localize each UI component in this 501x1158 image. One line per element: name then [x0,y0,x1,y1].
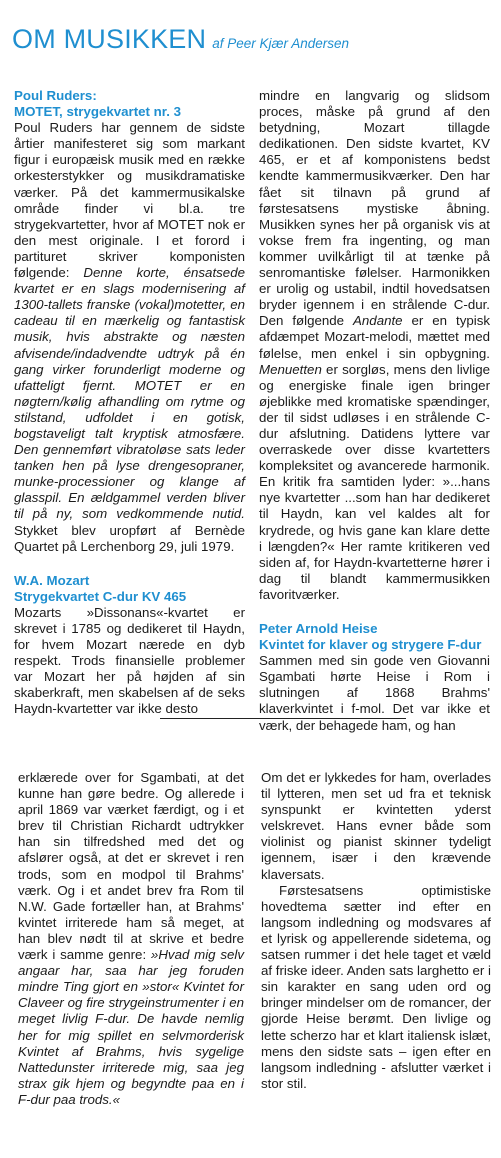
paragraph-heise-start: Sammen med sin gode ven Giovanni Sgambati hørte Heise i Rom i slutningen af 1868 Brahms' klaverkvintet i f-mol. Det var ikke et værk, der behagede ham, og han [259,653,490,733]
heading-mozart-composer: W.A. Mozart [14,572,90,588]
mozart-text-b: er en typisk afdæmpet Mozart-melodi, mættet med følelse, men enkel i sin opbygning. [259,313,491,361]
page-title [12,26,349,53]
heading-heise-composer: Peter Arnold Heise [259,621,378,636]
heading-heise-work: Kvintet for klaver og strygere F-dur [259,637,482,653]
mozart-text-c: er sorgløs, mens den livlige og energiske finale igen bringer øjeblikke med kromatiske spændinger, der til sidst udløses i en strålende C-dur afslutning. Datidens lyttere var overraskede over disse kvartetters kompleksitet og avancerede harmonik. En kritik fra samtiden lyder: »...hans nye kvartetter ...som han har dedikeret til Haydn, kan vel kaldes alt for krydrede, og hvis gane kan klare dette i længden?« Her ramte kritikeren ved siden af, for Haydn-kvartetterne hører i dag til blandt kammermusikken favoritværker. [259,361,490,602]
paragraph-heise-movements: Førstesatsens optimistiske hovedtema sætter ind efter en langsom indledning og modsvares af et lyrisk og appellerende sidetema, og satsen rummer i det hele taget et væld af friske ideer. Anden sats larghetto er i sin karakter en sang uden ord og bringer mindelser om de romancer, der gjorde Heise berømt. Den livlige og lette scherzo har et klart italiensk islæt, mens den sidste sats – igen efter en langsom indledning - afslutter værket i stor stil. [261,882,491,1091]
ruders-text-a: Poul Ruders har gennem de sidste årtier manifesteret sig som markant figur i europæisk musik med en række orkesterstykker og musikdramatiske værker. På det kammermusikalske område finder vi bl.a. tre strygekvartetter, hvor af MOTET nok er den mest originale. I et forord i partituret skriver komponisten følgende: [14,120,245,281]
column-3 [18,770,244,1108]
paragraph-mozart-cont [259,88,490,603]
paragraph-ruders [14,120,245,555]
ruders-quote: Denne korte, énsatsede kvartet er en slags modernisering af 1300-tallets franske (vokal)motetter, en cadeau til en mærkelig og fantastisk musik, hvis abstrakte og næsten afvisende/indadvendte udtryk på én gang virker forunderligt moderne og ufatteligt fjernt. MOTET er en nøgtern/kølig afhandling om rytme og stilstand, udfoldet i en gotisk, bogstaveligt talt kryptisk atmosfære. Den gennemført vibratoløse sats leder tanken hen på lyse drengesopraner, munke-processioner og klange af glasspil. En ældgammel verden bliver til på ny, som vedkommende nutid. [14,265,245,522]
paragraph-heise-verdict: Om det er lykkedes for ham, overlades til lytteren, men set ud fra et teknisk synspunkt er kvintetten yderst velskrevet. Hans evner både som violinist og pianist skinner tydeligt igennem, især i den krævende klaversats. [261,770,491,882]
column-1 [14,88,245,718]
byline: af Peer Kjær Andersen [212,36,350,51]
mozart-menuetten: Menuetten [259,361,322,377]
heading-ruders-composer: Poul Ruders: [14,88,97,103]
section-divider [160,718,406,719]
column-4 [261,770,491,1092]
heading-mozart-work: Strygekvartet C-dur KV 465 [14,588,187,604]
mozart-text-a: mindre en langvarig og slidsom proces, måske på grund af den betydning, Mozart tillagde dedikationen. Den sidste kvartet, KV 465, er et af komponistens bedst kendte kammermusikværker. Den har fået sit tilnavn på grund af førstesatsens mystiske åbning. Musikken synes her på organisk vis at vokse frem fra ingenting, og man kommer uvilkårligt til at tænke på senromantiske følelser. Harmonikken er urolig og ustabil, indtil hovedsatsen bryder igennem i en strålende C-dur. Den følgende [259,88,490,329]
section-title: OM MUSIKKEN [12,24,207,54]
paragraph-mozart-start: Mozarts »Dissonans«-kvartet er skrevet i 1785 og dedikeret til Haydn, for hvem Mozart nærede en dyb respekt. Trods finansielle problemer var Mozart her på højden af sin skaberkraft, men skabelsen af de seks Haydn-kvartetter var ikke desto [14,604,245,717]
heise-quote: »Hvad mig selv angaar har, saa har jeg foruden mindre Ting gjort en »stor« Kvintet for Claveer og fire strygeinstrumenter i en meget livlig F-dur. De havde nemlig her for mig spillet en selvmorderisk Kvintet af Brahms, hvis sygelige Nattedunster irriterede mig, saa jeg strax gik hjem og begyndte paa en i F-dur paa trods.« [18,947,244,1107]
heading-ruders-work: MOTET, strygekvartet nr. 3 [14,104,182,120]
column-2 [259,88,490,734]
heise-text-a: erklærede over for Sgambati, at det kunne han gøre bedre. Og allerede i april 1869 var værket færdigt, og i et brev til Christian Richardt udtrykker han sin tilfredshed med det og afslører også, at det er skrevet i ren trods, som en modpol til Brahms' værk. Og i et andet brev fra Rom til N.W. Gade fortæller han, at Brahms' kvintet irriterede ham så meget, at han blev nødt til at skrive et bedre værk i samme genre: [18,770,244,963]
mozart-andante: Andante [353,313,403,329]
paragraph-heise-cont [18,770,244,1108]
ruders-text-b: Stykket blev uropført af Bernède Quartet på Lerchenborg 29, juli 1979. [14,522,245,554]
